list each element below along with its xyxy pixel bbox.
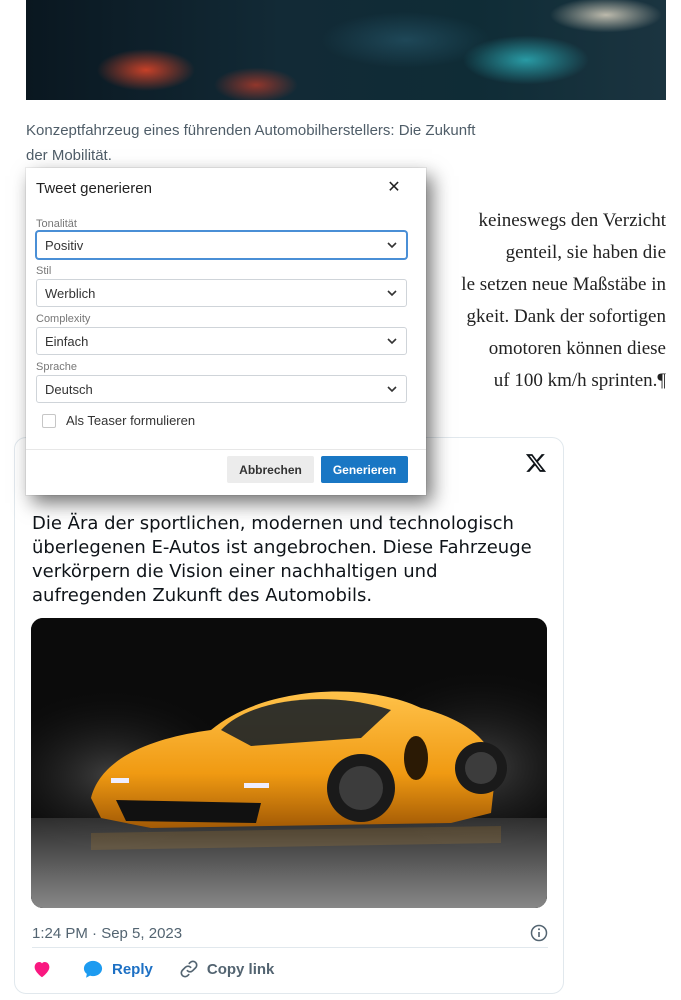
like-button[interactable] xyxy=(32,960,52,978)
teaser-option xyxy=(42,413,195,428)
hero-image xyxy=(26,0,666,100)
article-line: genteil, sie haben die xyxy=(505,242,666,263)
tonality-select[interactable] xyxy=(36,231,407,259)
reply-label: Reply xyxy=(112,960,153,978)
chevron-down-icon xyxy=(386,335,398,347)
chevron-down-icon xyxy=(386,239,398,251)
tonality-label: Tonalität xyxy=(36,218,77,230)
reply-bubble-icon xyxy=(82,959,104,979)
link-icon xyxy=(179,959,199,979)
chevron-down-icon xyxy=(386,287,398,299)
chevron-down-icon xyxy=(386,383,398,395)
generate-button[interactable]: Generieren xyxy=(321,456,408,483)
language-label: Sprache xyxy=(36,361,77,373)
tweet-image[interactable] xyxy=(31,618,547,908)
tweet-generator-dialog xyxy=(26,168,426,495)
tonality-value: Positiv xyxy=(45,237,84,253)
tweet-actions xyxy=(32,956,274,982)
copy-link-label: Copy link xyxy=(206,960,275,978)
dialog-title: Tweet generieren xyxy=(36,180,152,197)
article-line: le setzen neue Maßstäbe in xyxy=(461,274,666,295)
tweet-timestamp[interactable]: 1:24 PM · Sep 5, 2023 xyxy=(32,924,183,942)
complexity-label: Complexity xyxy=(36,313,91,325)
image-caption: Konzeptfahrzeug eines führenden Automobilherstellers: Die Zukunft der Mobilität. xyxy=(26,122,476,164)
article-line: gkeit. Dank der sofortigen xyxy=(466,306,666,327)
tweet-card xyxy=(14,437,564,994)
style-value: Werblich xyxy=(45,285,96,301)
info-icon[interactable] xyxy=(530,924,548,942)
complexity-value: Einfach xyxy=(45,333,89,349)
language-select[interactable] xyxy=(36,375,407,403)
tweet-text: Die Ära der sportlichen, modernen und technologisch überlegenen E-Autos ist angebrochen. Diese Fahrzeuge verkörpern die Vision einer nachhaltigen und aufregenden Zukunft des Automobils. xyxy=(32,513,532,606)
divider xyxy=(32,947,548,948)
close-icon[interactable]: ✕ xyxy=(387,179,401,196)
cancel-button[interactable]: Abbrechen xyxy=(227,456,314,483)
article-line: keineswegs den Verzicht xyxy=(478,210,666,231)
complexity-select[interactable] xyxy=(36,327,407,355)
heart-icon xyxy=(32,960,52,978)
reply-button[interactable] xyxy=(82,959,153,979)
sports-car-image xyxy=(31,618,547,908)
style-select[interactable] xyxy=(36,279,407,307)
language-value: Deutsch xyxy=(45,381,93,397)
article-line: uf 100 km/h sprinten.¶ xyxy=(493,370,666,391)
style-label: Stil xyxy=(36,265,52,277)
tweet-meta xyxy=(32,918,548,948)
teaser-checkbox-label[interactable]: Als Teaser formulieren xyxy=(66,413,196,428)
x-logo-icon[interactable] xyxy=(525,452,547,474)
article-line: omotoren können diese xyxy=(488,338,666,359)
divider xyxy=(26,449,426,450)
teaser-checkbox[interactable] xyxy=(42,414,56,428)
copy-link-button[interactable] xyxy=(179,959,275,979)
